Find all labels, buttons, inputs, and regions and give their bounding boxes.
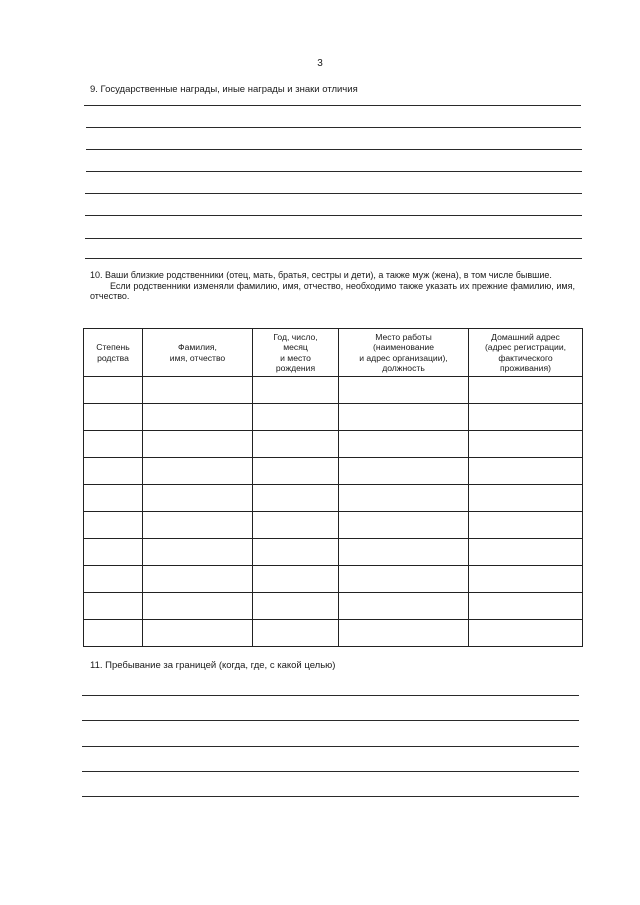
table-cell[interactable]	[84, 512, 143, 539]
column-header-line: имя, отчество	[169, 352, 226, 363]
column-header-line: Место работы	[375, 331, 432, 342]
relatives-table-body	[84, 377, 583, 647]
table-cell[interactable]	[84, 566, 143, 593]
column-header-line: Домашний адрес	[491, 331, 560, 342]
section-11-title: 11. Пребывание за границей (когда, где, с какой целью)	[90, 660, 336, 671]
column-header	[253, 329, 339, 377]
page-number: 3	[317, 58, 323, 69]
table-cell[interactable]	[84, 620, 143, 647]
table-cell[interactable]	[143, 512, 253, 539]
table-cell[interactable]	[143, 377, 253, 404]
table-cell[interactable]	[143, 566, 253, 593]
column-header-line: родства	[97, 352, 129, 363]
column-header-line: должность	[382, 363, 425, 373]
column-header-line: (наименование	[373, 342, 434, 352]
table-cell[interactable]	[469, 512, 583, 539]
table-cell[interactable]	[143, 593, 253, 620]
table-row	[84, 539, 583, 566]
table-cell[interactable]	[339, 539, 469, 566]
table-cell[interactable]	[469, 566, 583, 593]
table-cell[interactable]	[84, 458, 143, 485]
table-cell[interactable]	[339, 404, 469, 431]
table-cell[interactable]	[253, 593, 339, 620]
column-header	[143, 329, 253, 377]
table-cell[interactable]	[469, 431, 583, 458]
table-cell[interactable]	[469, 458, 583, 485]
answer-line[interactable]	[82, 746, 579, 747]
table-cell[interactable]	[469, 377, 583, 404]
answer-line[interactable]	[84, 105, 581, 106]
table-cell[interactable]	[253, 377, 339, 404]
table-cell[interactable]	[339, 566, 469, 593]
table-cell[interactable]	[253, 458, 339, 485]
table-cell[interactable]	[339, 377, 469, 404]
table-cell[interactable]	[143, 620, 253, 647]
column-header-line: и место	[280, 352, 311, 363]
column-header-line: месяц	[283, 342, 308, 352]
table-row	[84, 512, 583, 539]
column-header-line: Степень	[96, 342, 130, 352]
table-cell[interactable]	[469, 620, 583, 647]
answer-line[interactable]	[82, 720, 579, 721]
table-row	[84, 431, 583, 458]
table-cell[interactable]	[339, 485, 469, 512]
table-row	[84, 593, 583, 620]
table-cell[interactable]	[253, 431, 339, 458]
section-9-title: 9. Государственные награды, иные награды и знаки отличия	[90, 84, 358, 95]
column-header-line: и адрес организации),	[359, 352, 448, 363]
table-cell[interactable]	[253, 404, 339, 431]
table-row	[84, 458, 583, 485]
answer-line[interactable]	[85, 215, 582, 216]
table-cell[interactable]	[339, 512, 469, 539]
table-cell[interactable]	[143, 485, 253, 512]
table-row	[84, 404, 583, 431]
table-cell[interactable]	[339, 593, 469, 620]
table-row	[84, 485, 583, 512]
relatives-table	[83, 328, 583, 647]
column-header	[469, 329, 583, 377]
table-cell[interactable]	[84, 593, 143, 620]
section-10-text	[90, 270, 575, 302]
table-cell[interactable]	[143, 431, 253, 458]
column-header-line: фактического	[498, 352, 553, 363]
table-cell[interactable]	[253, 485, 339, 512]
table-cell[interactable]	[84, 377, 143, 404]
column-header-line: Год, число,	[273, 331, 318, 342]
relatives-table-header	[84, 329, 583, 377]
answer-line[interactable]	[85, 193, 582, 194]
table-row	[84, 620, 583, 647]
table-cell[interactable]	[253, 539, 339, 566]
answer-line[interactable]	[86, 127, 581, 128]
answer-line[interactable]	[86, 171, 582, 172]
table-cell[interactable]	[84, 431, 143, 458]
section-10-title: 10. Ваши близкие родственники (отец, мать, братья, сестры и дети), а также муж (жена), в том числе бывшие.	[90, 270, 552, 280]
answer-line[interactable]	[86, 149, 582, 150]
table-cell[interactable]	[339, 458, 469, 485]
table-cell[interactable]	[143, 539, 253, 566]
column-header-line: рождения	[275, 363, 316, 373]
table-cell[interactable]	[84, 404, 143, 431]
answer-line[interactable]	[85, 258, 582, 259]
table-cell[interactable]	[84, 485, 143, 512]
table-cell[interactable]	[469, 593, 583, 620]
table-row	[84, 377, 583, 404]
column-header	[84, 329, 143, 377]
table-cell[interactable]	[469, 404, 583, 431]
column-header-line: Фамилия,	[178, 342, 217, 352]
table-cell[interactable]	[143, 404, 253, 431]
table-cell[interactable]	[143, 458, 253, 485]
section-10-note: Если родственники изменяли фамилию, имя, отчество, необходимо также указать их прежние фамилию, имя, отчество.	[90, 280, 575, 301]
answer-line[interactable]	[82, 695, 579, 696]
table-cell[interactable]	[339, 431, 469, 458]
table-cell[interactable]	[253, 566, 339, 593]
answer-line[interactable]	[82, 771, 579, 772]
table-cell[interactable]	[84, 539, 143, 566]
table-cell[interactable]	[253, 512, 339, 539]
answer-line[interactable]	[82, 796, 579, 797]
answer-line[interactable]	[85, 238, 582, 239]
table-row	[84, 566, 583, 593]
column-header-line: проживания)	[500, 363, 551, 373]
table-cell[interactable]	[253, 620, 339, 647]
column-header	[339, 329, 469, 377]
table-cell[interactable]	[339, 620, 469, 647]
column-header-line: (адрес регистрации,	[484, 342, 567, 352]
table-cell[interactable]	[469, 539, 583, 566]
table-cell[interactable]	[469, 485, 583, 512]
